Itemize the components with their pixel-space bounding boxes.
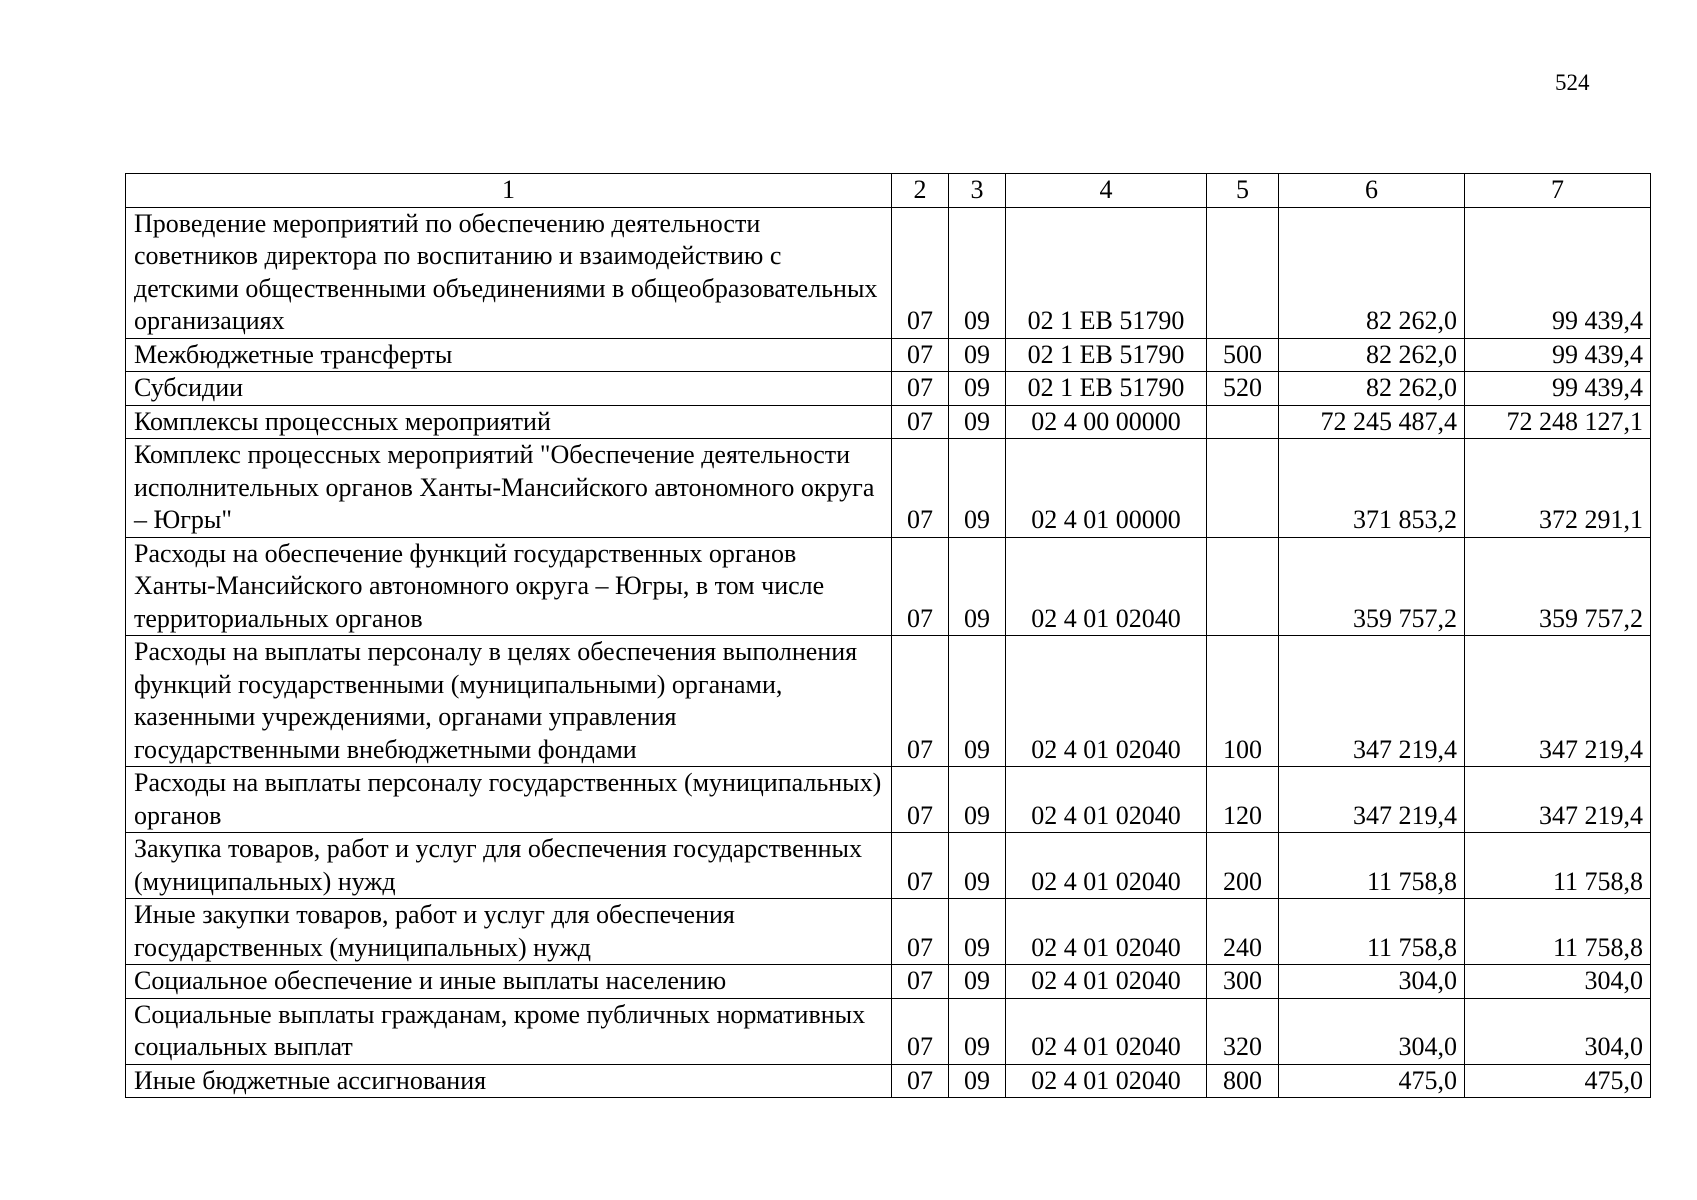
row-name-cell: Проведение мероприятий по обеспечению деятельности советников директора по воспитанию и взаимодействию с детскими общественными объединениями в общеобразовательных организациях bbox=[126, 207, 892, 338]
section-code-cell: 07 bbox=[892, 338, 949, 372]
subsection-code-cell: 09 bbox=[949, 636, 1006, 767]
expense-type-cell: 240 bbox=[1207, 899, 1279, 965]
amount-year-2-cell: 359 757,2 bbox=[1465, 537, 1651, 636]
section-code-cell: 07 bbox=[892, 767, 949, 833]
amount-year-1-cell: 82 262,0 bbox=[1279, 338, 1465, 372]
table-row bbox=[126, 965, 1651, 999]
subsection-code-cell: 09 bbox=[949, 767, 1006, 833]
section-code-cell: 07 bbox=[892, 207, 949, 338]
amount-year-1-cell: 11 758,8 bbox=[1279, 899, 1465, 965]
table-row bbox=[126, 537, 1651, 636]
amount-year-1-cell: 82 262,0 bbox=[1279, 372, 1465, 406]
section-code-cell: 07 bbox=[892, 537, 949, 636]
row-name-cell: Субсидии bbox=[126, 372, 892, 406]
expense-type-cell: 800 bbox=[1207, 1064, 1279, 1098]
amount-year-1-cell: 304,0 bbox=[1279, 965, 1465, 999]
amount-year-2-cell: 304,0 bbox=[1465, 965, 1651, 999]
row-name-cell: Иные бюджетные ассигнования bbox=[126, 1064, 892, 1098]
expense-type-cell: 100 bbox=[1207, 636, 1279, 767]
target-article-cell: 02 1 EB 51790 bbox=[1006, 338, 1207, 372]
amount-year-2-cell: 99 439,4 bbox=[1465, 338, 1651, 372]
subsection-code-cell: 09 bbox=[949, 899, 1006, 965]
amount-year-2-cell: 347 219,4 bbox=[1465, 636, 1651, 767]
subsection-code-cell: 09 bbox=[949, 998, 1006, 1064]
amount-year-1-cell: 347 219,4 bbox=[1279, 767, 1465, 833]
row-name-cell: Расходы на выплаты персоналу государственных (муниципальных) органов bbox=[126, 767, 892, 833]
target-article-cell: 02 4 01 02040 bbox=[1006, 965, 1207, 999]
section-code-cell: 07 bbox=[892, 636, 949, 767]
target-article-cell: 02 4 01 02040 bbox=[1006, 636, 1207, 767]
row-name-cell: Межбюджетные трансферты bbox=[126, 338, 892, 372]
table-row bbox=[126, 405, 1651, 439]
expense-type-cell: 320 bbox=[1207, 998, 1279, 1064]
amount-year-1-cell: 347 219,4 bbox=[1279, 636, 1465, 767]
header-cell: 3 bbox=[949, 174, 1006, 208]
amount-year-2-cell: 475,0 bbox=[1465, 1064, 1651, 1098]
target-article-cell: 02 1 EB 51790 bbox=[1006, 207, 1207, 338]
table-row bbox=[126, 767, 1651, 833]
expense-type-cell: 200 bbox=[1207, 833, 1279, 899]
amount-year-1-cell: 82 262,0 bbox=[1279, 207, 1465, 338]
amount-year-2-cell: 72 248 127,1 bbox=[1465, 405, 1651, 439]
amount-year-1-cell: 11 758,8 bbox=[1279, 833, 1465, 899]
expense-type-cell: 500 bbox=[1207, 338, 1279, 372]
section-code-cell: 07 bbox=[892, 965, 949, 999]
amount-year-1-cell: 475,0 bbox=[1279, 1064, 1465, 1098]
table-row bbox=[126, 833, 1651, 899]
expense-type-cell: 520 bbox=[1207, 372, 1279, 406]
section-code-cell: 07 bbox=[892, 833, 949, 899]
amount-year-2-cell: 11 758,8 bbox=[1465, 833, 1651, 899]
amount-year-2-cell: 304,0 bbox=[1465, 998, 1651, 1064]
target-article-cell: 02 4 01 02040 bbox=[1006, 537, 1207, 636]
table-row bbox=[126, 338, 1651, 372]
row-name-cell: Расходы на обеспечение функций государственных органов Ханты-Мансийского автономного округа – Югры, в том числе территориальных органов bbox=[126, 537, 892, 636]
amount-year-2-cell: 99 439,4 bbox=[1465, 207, 1651, 338]
expense-type-cell bbox=[1207, 405, 1279, 439]
section-code-cell: 07 bbox=[892, 405, 949, 439]
table-row bbox=[126, 372, 1651, 406]
amount-year-2-cell: 372 291,1 bbox=[1465, 439, 1651, 538]
target-article-cell: 02 4 00 00000 bbox=[1006, 405, 1207, 439]
subsection-code-cell: 09 bbox=[949, 439, 1006, 538]
section-code-cell: 07 bbox=[892, 998, 949, 1064]
row-name-cell: Комплекс процессных мероприятий "Обеспечение деятельности исполнительных органов Ханты-Мансийского автономного округа – Югры" bbox=[126, 439, 892, 538]
table-row bbox=[126, 998, 1651, 1064]
target-article-cell: 02 4 01 02040 bbox=[1006, 899, 1207, 965]
amount-year-2-cell: 99 439,4 bbox=[1465, 372, 1651, 406]
header-cell: 2 bbox=[892, 174, 949, 208]
expense-type-cell: 300 bbox=[1207, 965, 1279, 999]
header-cell: 7 bbox=[1465, 174, 1651, 208]
expense-type-cell bbox=[1207, 207, 1279, 338]
row-name-cell: Комплексы процессных мероприятий bbox=[126, 405, 892, 439]
section-code-cell: 07 bbox=[892, 899, 949, 965]
amount-year-1-cell: 72 245 487,4 bbox=[1279, 405, 1465, 439]
subsection-code-cell: 09 bbox=[949, 338, 1006, 372]
amount-year-1-cell: 359 757,2 bbox=[1279, 537, 1465, 636]
row-name-cell: Закупка товаров, работ и услуг для обеспечения государственных (муниципальных) нужд bbox=[126, 833, 892, 899]
subsection-code-cell: 09 bbox=[949, 965, 1006, 999]
table-row bbox=[126, 636, 1651, 767]
amount-year-2-cell: 11 758,8 bbox=[1465, 899, 1651, 965]
expense-type-cell bbox=[1207, 537, 1279, 636]
target-article-cell: 02 4 01 02040 bbox=[1006, 833, 1207, 899]
target-article-cell: 02 4 01 02040 bbox=[1006, 767, 1207, 833]
header-cell: 6 bbox=[1279, 174, 1465, 208]
amount-year-2-cell: 347 219,4 bbox=[1465, 767, 1651, 833]
section-code-cell: 07 bbox=[892, 372, 949, 406]
subsection-code-cell: 09 bbox=[949, 537, 1006, 636]
header-cell: 5 bbox=[1207, 174, 1279, 208]
target-article-cell: 02 1 EB 51790 bbox=[1006, 372, 1207, 406]
row-name-cell: Социальные выплаты гражданам, кроме публичных нормативных социальных выплат bbox=[126, 998, 892, 1064]
amount-year-1-cell: 371 853,2 bbox=[1279, 439, 1465, 538]
row-name-cell: Иные закупки товаров, работ и услуг для обеспечения государственных (муниципальных) нужд bbox=[126, 899, 892, 965]
header-cell: 4 bbox=[1006, 174, 1207, 208]
table-row bbox=[126, 207, 1651, 338]
header-cell: 1 bbox=[126, 174, 892, 208]
table-header-row bbox=[126, 174, 1651, 208]
subsection-code-cell: 09 bbox=[949, 405, 1006, 439]
budget-table bbox=[125, 173, 1651, 1098]
table-row bbox=[126, 439, 1651, 538]
amount-year-1-cell: 304,0 bbox=[1279, 998, 1465, 1064]
subsection-code-cell: 09 bbox=[949, 207, 1006, 338]
subsection-code-cell: 09 bbox=[949, 372, 1006, 406]
table-row bbox=[126, 899, 1651, 965]
subsection-code-cell: 09 bbox=[949, 1064, 1006, 1098]
expense-type-cell bbox=[1207, 439, 1279, 538]
section-code-cell: 07 bbox=[892, 1064, 949, 1098]
page-number: 524 bbox=[1555, 70, 1590, 95]
target-article-cell: 02 4 01 02040 bbox=[1006, 1064, 1207, 1098]
target-article-cell: 02 4 01 00000 bbox=[1006, 439, 1207, 538]
row-name-cell: Социальное обеспечение и иные выплаты населению bbox=[126, 965, 892, 999]
expense-type-cell: 120 bbox=[1207, 767, 1279, 833]
target-article-cell: 02 4 01 02040 bbox=[1006, 998, 1207, 1064]
section-code-cell: 07 bbox=[892, 439, 949, 538]
table-row bbox=[126, 1064, 1651, 1098]
subsection-code-cell: 09 bbox=[949, 833, 1006, 899]
row-name-cell: Расходы на выплаты персоналу в целях обеспечения выполнения функций государственными (муниципальными) органами, казенными учреждениями, органами управления государственными внебюджетными фондами bbox=[126, 636, 892, 767]
